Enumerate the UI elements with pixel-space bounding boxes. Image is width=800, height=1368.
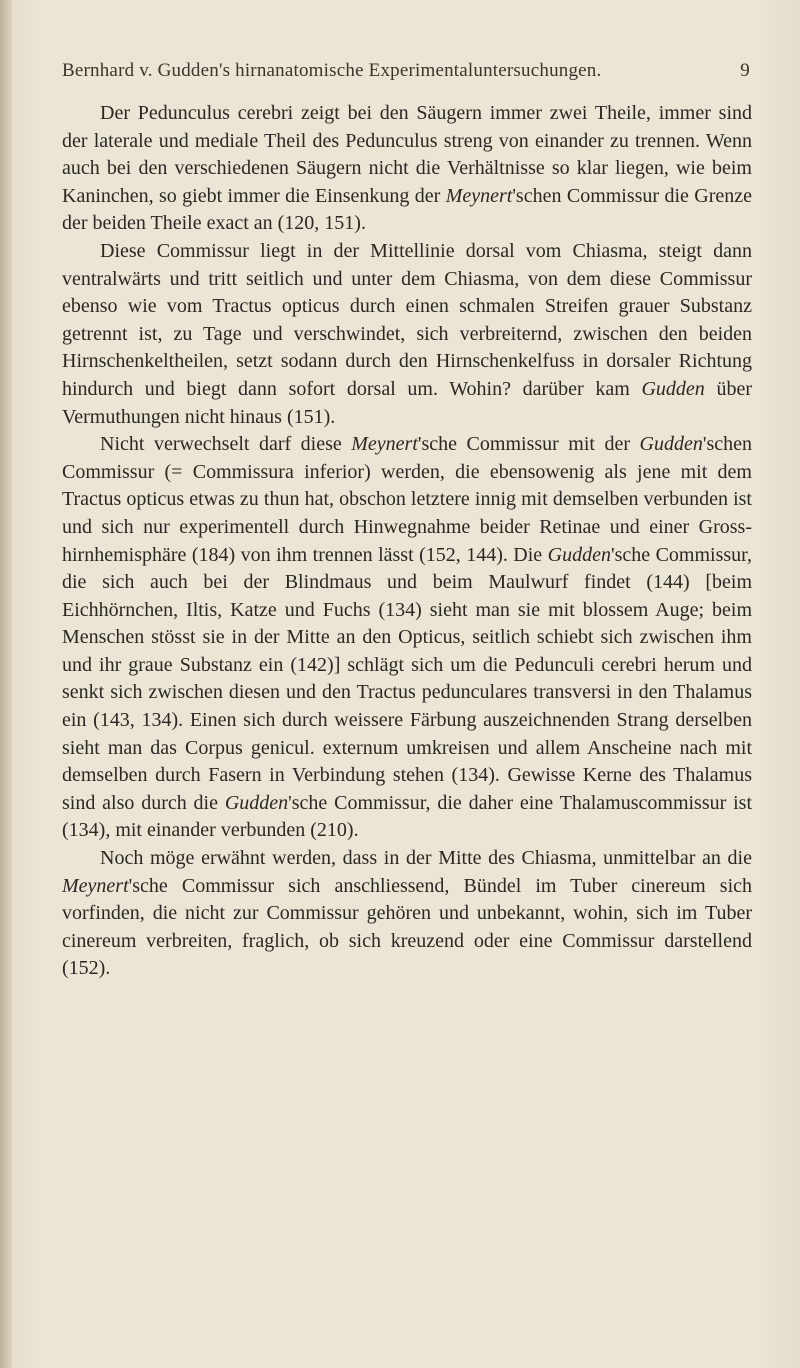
- page-number: 9: [740, 60, 750, 81]
- text-run: Diese Commissur liegt in der Mittellinie dorsal vom Chiasma, steigt dann ventralwärts und tritt seitlich und unter dem Chiasma, von dem diese Commissur ebenso wie vom Tractus opticus durch einen schmalen Streifen grauer Substanz getrennt ist, zu Tage und verschwindet, sich verbreiternd, zwischen den beiden Hirnschenkeltheilen, setzt sodann durch den Hirnschenkelfuss in dorsaler Richtung hindurch und biegt dann sofort dorsal um. Wohin? darüber kam: [62, 239, 752, 400]
- text-run: Der Pedunculus cerebri zeigt bei den Säugern immer zwei Theile, immer sind der laterale und mediale Theil des Pedunculus streng von einander zu trennen. Wenn auch bei den verschiedenen Säugern nicht die Verhältnisse so klar liegen, wie beim Kaninchen, so giebt immer die Einsenkung der: [62, 102, 752, 207]
- text-run: 'sche Commissur, die sich auch bei der Blindmaus und beim Maulwurf findet (144) [beim Eichhörnchen, Iltis, Katze und Fuchs (134) sieht man sie mit blossem Auge; beim Menschen stösst sie in der Mitte an den Opticus, seitlich schiebt sich zwischen ihm und ihr graue Substanz ein (142)] schlägt sich um die Pedunculi cerebri herum und senkt sich zwischen diesen und den Tractus pedunculares transversi in den Thalamus ein (143, 134). Einen sich durch weissere Färbung auszeichnenden Strang derselben sieht man das Corpus genicul. externum umkreisen und allem Anscheine nach mit demselben durch Fasern in Verbindung stehen (134). Gewisse Kerne des Thalamus sind also durch die: [62, 543, 752, 814]
- italic-name: Meynert: [351, 433, 418, 456]
- paragraph-3: [62, 431, 752, 845]
- text-run: über Vermuthungen nicht hinaus (151).: [62, 377, 752, 428]
- page-gutter-shadow: [0, 0, 12, 1368]
- paragraph-1: [62, 100, 752, 238]
- paragraph-4: [62, 845, 752, 983]
- italic-name: Meynert: [445, 184, 513, 207]
- italic-name: Meynert: [62, 874, 129, 897]
- text-run: Noch möge erwähnt werden, dass in der Mitte des Chiasma, unmittelbar an die: [100, 847, 752, 870]
- text-run: 'sche Commissur, die daher eine Thalamuscommissur ist (134), mit einander verbunden (210).: [62, 791, 752, 842]
- body-text: [62, 100, 752, 983]
- italic-name: Gudden: [639, 433, 703, 456]
- italic-name: Gudden: [641, 377, 705, 400]
- italic-name: Gudden: [547, 543, 611, 566]
- text-run: 'schen Commissur (= Commissura inferior) werden, die ebensowenig als jene mit dem Tractus opticus etwas zu thun hat, obschon letztere innig mit demselben verbunden ist und sich nur experimentell durch Hinwegnahme beider Retinae und einer Grosshirnhemisphäre (184) von ihm trennen lässt (152, 144). Die: [62, 433, 752, 566]
- italic-name: Gudden: [224, 791, 289, 814]
- text-run: 'sche Commissur mit der: [417, 433, 640, 456]
- text-run: 'schen Commissur die Grenze der beiden Theile exact an (120, 151).: [62, 184, 753, 235]
- text-run: Nicht verwechselt darf diese: [100, 433, 352, 456]
- paragraph-2: [62, 238, 752, 431]
- running-head-title: Bernhard v. Gudden's hirnanatomische Experimentaluntersuchungen.: [62, 60, 602, 81]
- text-run: 'sche Commissur sich anschliessend, Bündel im Tuber cinereum sich vorfinden, die nicht zur Commissur gehören und unbekannt, wohin, sich im Tuber cinereum verbreiten, fraglich, ob sich kreuzend oder eine Commissur darstellend (152).: [62, 874, 752, 980]
